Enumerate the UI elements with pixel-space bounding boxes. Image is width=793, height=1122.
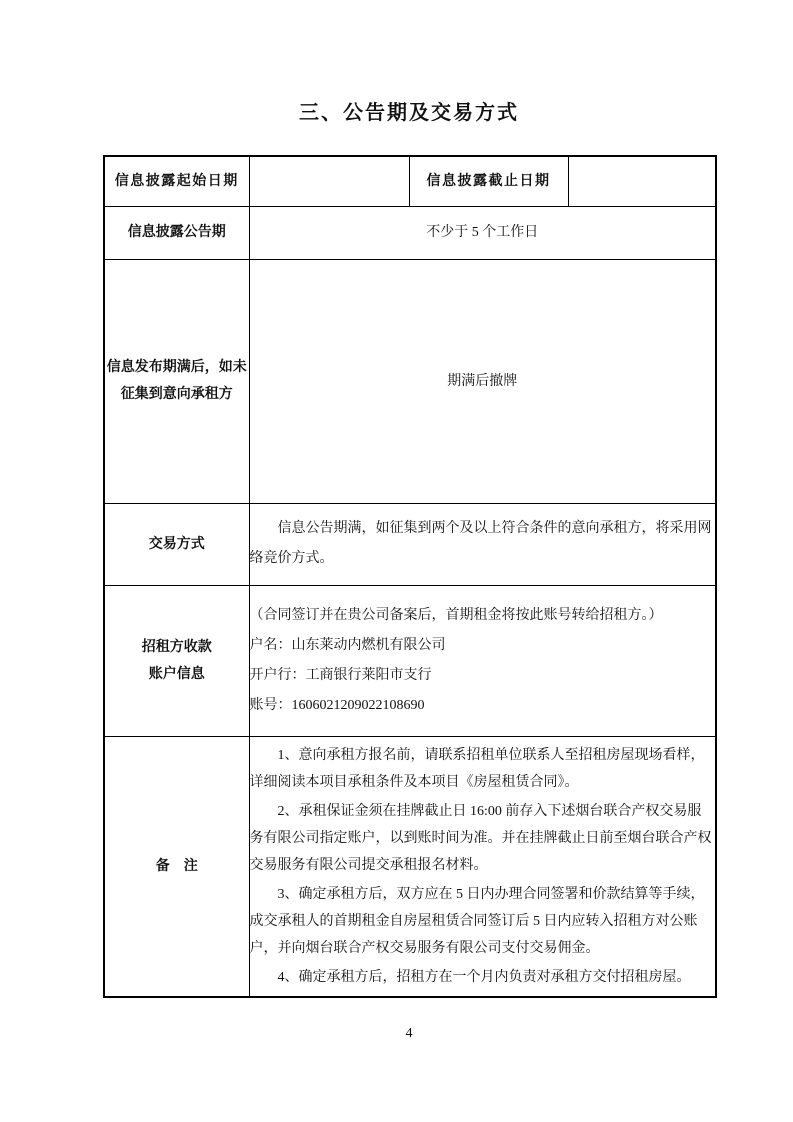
account-note: （合同签订并在贵公司备案后，首期租金将按此账号转给招租方。） [249, 607, 663, 623]
disclosure-start-value [249, 156, 409, 206]
remarks-item-1: 1、意向承租方报名前，请联系招租单位联系人至招租房屋现场看样，详细阅读本项目承租条件及本项目《房屋租赁合同》。 [249, 747, 705, 790]
table-row-after-expiry [104, 259, 716, 503]
account-number: 账号：1606021209022108690 [249, 697, 425, 713]
transaction-method-text: 信息公告期满，如征集到两个及以上符合条件的意向承租方，将采用网络竞价方式。 [249, 521, 712, 566]
remarks-label: 备 注 [104, 736, 249, 997]
account-info-label-line1: 招租方收款 [141, 639, 212, 655]
disclosure-start-label: 信息披露起始日期 [104, 156, 249, 206]
announcement-period-value: 不少于 5 个工作日 [249, 206, 716, 259]
remarks-value [249, 736, 716, 997]
transaction-method-label: 交易方式 [104, 503, 249, 585]
page-title: 三、公告期及交易方式 [299, 102, 519, 124]
remarks-item-4: 4、确定承租方后，招租方在一个月内负责对承租方交付招租房屋。 [277, 969, 691, 985]
table-row-remarks [104, 736, 716, 997]
after-expiry-value: 期满后撤牌 [249, 259, 716, 503]
page-number: 4 [405, 1026, 413, 1041]
account-name: 户名：山东莱动内燃机有限公司 [249, 637, 446, 653]
table-row-announcement-period [104, 206, 716, 259]
remarks-item-2: 2、承租保证金须在挂牌截止日 16:00 前存入下述烟台联合产权交易服务有限公司指定账户，以到账时间为准。并在挂牌截止日前至烟台联合产权交易服务有限公司提交承租报名材料。 [249, 803, 712, 873]
disclosure-end-label: 信息披露截止日期 [409, 156, 568, 206]
announcement-period-label: 信息披露公告期 [104, 206, 249, 259]
disclosure-end-value [568, 156, 716, 206]
table-row-transaction-method [104, 503, 716, 585]
table-row-disclosure-dates [104, 156, 716, 206]
account-info-value [249, 585, 716, 736]
account-info-label [104, 585, 249, 736]
account-bank: 开户行：工商银行莱阳市支行 [249, 667, 432, 683]
table-row-account-info [104, 585, 716, 736]
after-expiry-label: 信息发布期满后，如未征集到意向承租方 [104, 259, 249, 503]
transaction-method-value [249, 503, 716, 585]
account-info-label-line2: 账户信息 [148, 666, 205, 682]
remarks-item-3: 3、确定承租方后，双方应在 5 日内办理合同签署和价款结算等手续，成交承租人的首期租金自房屋租赁合同签订后 5 日内应转入招租方对公账户，并向烟台联合产权交易服务有限公司支付交易佣金。 [249, 886, 705, 956]
announcement-table [103, 155, 717, 998]
